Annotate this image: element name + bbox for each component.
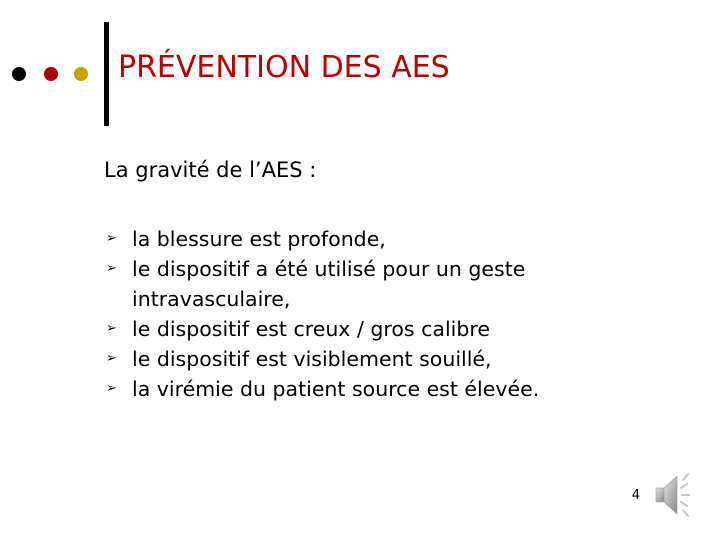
bullet-arrow-icon: ➢ — [106, 351, 117, 366]
bullet-item — [104, 344, 624, 374]
decorative-dot-black — [12, 67, 26, 81]
bullet-list — [104, 224, 624, 404]
bullet-text: le dispositif est visiblement souillé, — [132, 347, 492, 371]
title-divider-bar — [104, 22, 109, 126]
bullet-item — [104, 314, 624, 344]
decorative-dot-gold — [74, 67, 88, 81]
speaker-audio-icon[interactable] — [650, 468, 712, 524]
bullet-text: la virémie du patient source est élevée. — [132, 377, 540, 401]
bullet-item — [104, 224, 624, 254]
bullet-text: le dispositif est creux / gros calibre — [132, 317, 490, 341]
slide-title: PRÉVENTION DES AES — [118, 50, 450, 85]
bullet-text: la blessure est profonde, — [132, 227, 386, 251]
bullet-text: le dispositif a été utilisé pour un geste intravasculaire, — [132, 257, 526, 311]
bullet-arrow-icon: ➢ — [106, 381, 117, 396]
slide-subtitle: La gravité de l’AES : — [104, 158, 317, 182]
page-number: 4 — [631, 488, 640, 503]
bullet-arrow-icon: ➢ — [106, 231, 117, 246]
decorative-dot-red — [44, 67, 58, 81]
bullet-arrow-icon: ➢ — [106, 261, 117, 276]
bullet-item — [104, 374, 624, 404]
bullet-item — [104, 254, 624, 314]
bullet-arrow-icon: ➢ — [106, 321, 117, 336]
